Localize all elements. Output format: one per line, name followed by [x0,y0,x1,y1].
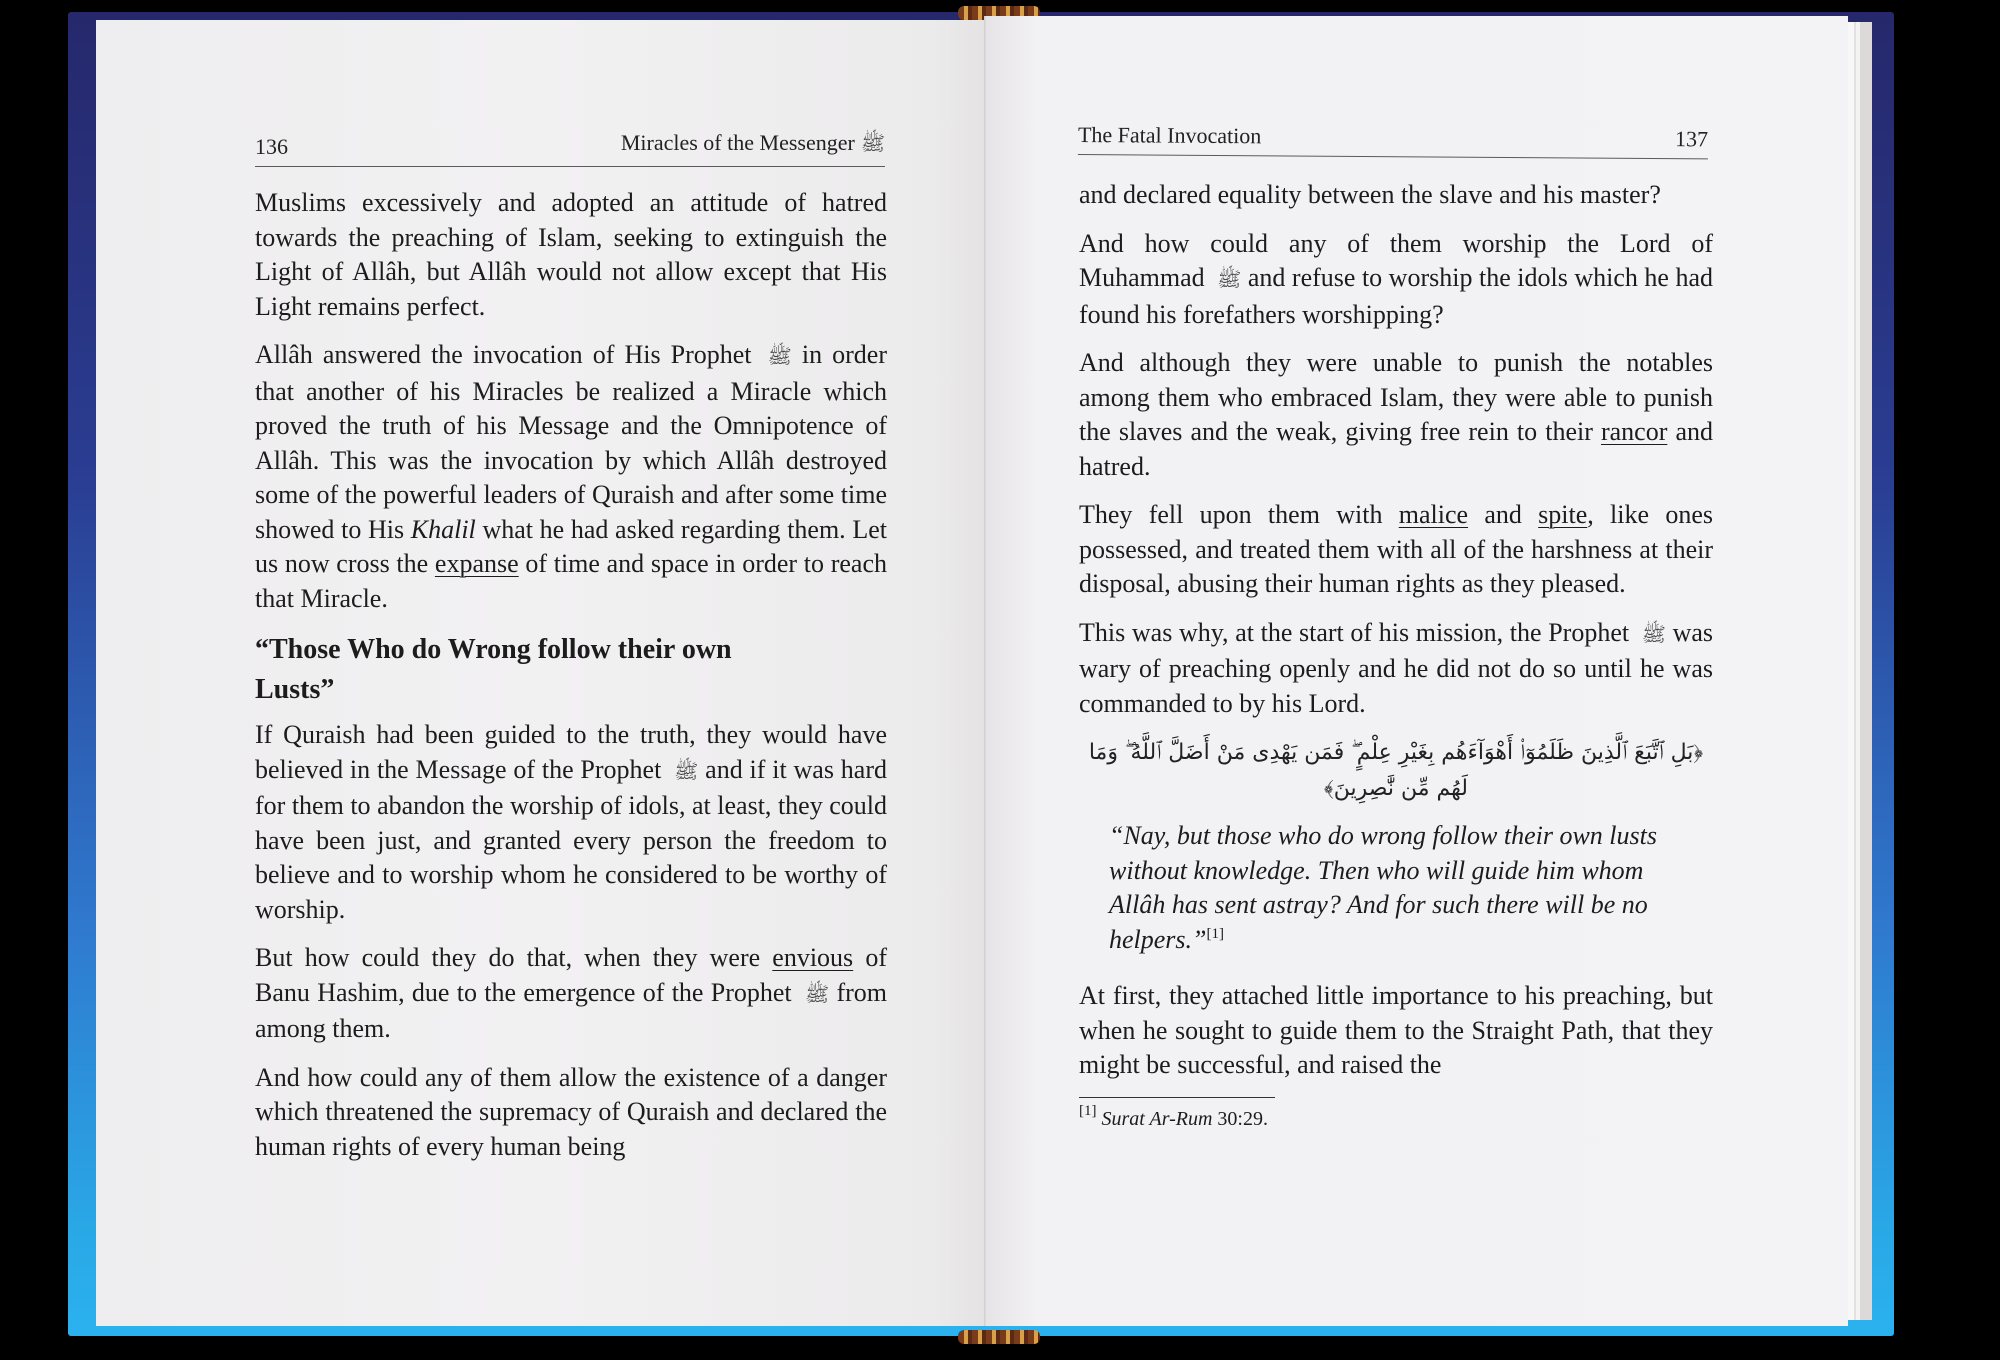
left-page [96,20,986,1326]
paragraph: They fell upon them with malice and spite, like ones possessed, and treated them with all of the harshness at their disposal, abusing their human rights as they pleased. [1079,500,1713,598]
right-page [986,16,1848,1326]
footnote-source: Surat Ar-Rum [1101,1107,1213,1130]
paragraph: This was why, at the start of his mission, the Prophet ﷺ was wary of preaching openly and he did not do so until he was commanded to by his Lord. [1079,617,1714,718]
arabic-verse: ﴿بَلِ ٱتَّبَعَ ٱلَّذِينَ ظَلَمُوٓا۟ أَهْوَآءَهُم بِغَيْرِ عِلْمٍ ۖ فَمَن يَهْدِى مَنْ أَضَلَّ ٱللَّهُ ۖ وَمَا لَهُم مِّن نَّٰصِرِينَ﴾ [1088,740,1704,801]
section-heading: “Those Who do Wrong follow their own Lusts” [255,634,732,705]
paragraph: And how could any of them worship the Lord of Muhammad ﷺ and refuse to worship the idols which he had found his forefathers worshipping? [1079,228,1713,329]
page-number: 136 [255,134,288,159]
salawat-seal-icon: ﷺ [1217,269,1242,291]
running-head-title: The Fatal Invocation [1077,122,1262,149]
left-running-header [255,130,885,167]
left-text-column [255,186,887,1178]
headband-bottom [958,1330,1040,1344]
italic-term: Khalil [410,514,476,544]
page-edge-stack [1848,22,1872,1320]
right-running-header [1078,122,1708,159]
paragraph: At first, they attached little importance to his preaching, but when he sought to guide them to the Straight Path, that they might be successful, and raised the [1079,981,1713,1079]
paragraph: Muslims excessively and adopted an attitude of hatred towards the preaching of Islam, seeking to extinguish the Light of Allâh, but Allâh would not allow except that His Light remains perfect. [255,188,887,321]
underlined-word: malice [1398,500,1469,529]
underlined-word: envious [772,943,854,972]
salawat-seal-icon: ﷺ [674,760,699,783]
paragraph: And how could any of them allow the existence of a danger which threatened the supremacy of Quraish and declared the human rights of every human being [255,1062,887,1161]
running-head-title: Miracles of the Messenger [620,130,855,155]
salawat-seal-icon: ﷺ [767,346,792,368]
paragraph: Allâh answered the invocation of His Prophet ﷺ in order that another of his Miracles be realized a Miracle which proved the truth of his Message and the Omnipotence of Allâh. This was the invocation by which Allâh destroyed some of the powerful leaders of Quraish and after some time showed to His Khalil what he had asked regarding them. Let us now cross the expanse of time and space in order to reach that Miracle. [255,340,888,613]
footnote-divider [1079,1097,1275,1098]
running-head [621,130,885,160]
paragraph: But how could they do that, when they were envious of Banu Hashim, due to the emergence of the Prophet ﷺ from among them. [255,943,887,1043]
footnote-ref: [1] [1206,925,1224,942]
salawat-seal-icon: ﷺ [804,983,830,1006]
footnote-marker: [1] [1079,1102,1097,1119]
salawat-seal-icon: ﷺ [1641,623,1666,646]
paragraph: And although they were unable to punish the notables among them who embraced Islam, they were able to punish the slaves and the weak, giving free rein to their rancor and hatred. [1079,348,1713,481]
footnote [1079,1102,1713,1132]
paragraph: and declared equality between the slave and his master? [1079,180,1661,209]
verse-translation: “Nay, but those who do wrong follow their own lusts without knowledge. Then who will guide him whom Allâh has sent astray? And for such there will be no helpers.”[1] [1109,821,1657,954]
paragraph: If Quraish had been guided to the truth, they would have believed in the Message of the Prophet ﷺ and if it was hard for them to abandon the worship of idols, at least, they could have been just, and granted every person the freedom to believe and to worship whom he considered to be worthy of worship. [255,720,887,924]
right-text-column [1079,178,1713,1132]
underlined-word: expanse [434,549,519,578]
footnote-reference: 30:29. [1217,1107,1268,1130]
page-number: 137 [1674,126,1709,152]
underlined-word: rancor [1600,417,1668,446]
underlined-word: spite [1538,500,1588,529]
salawat-seal-icon: ﷺ [860,133,885,155]
